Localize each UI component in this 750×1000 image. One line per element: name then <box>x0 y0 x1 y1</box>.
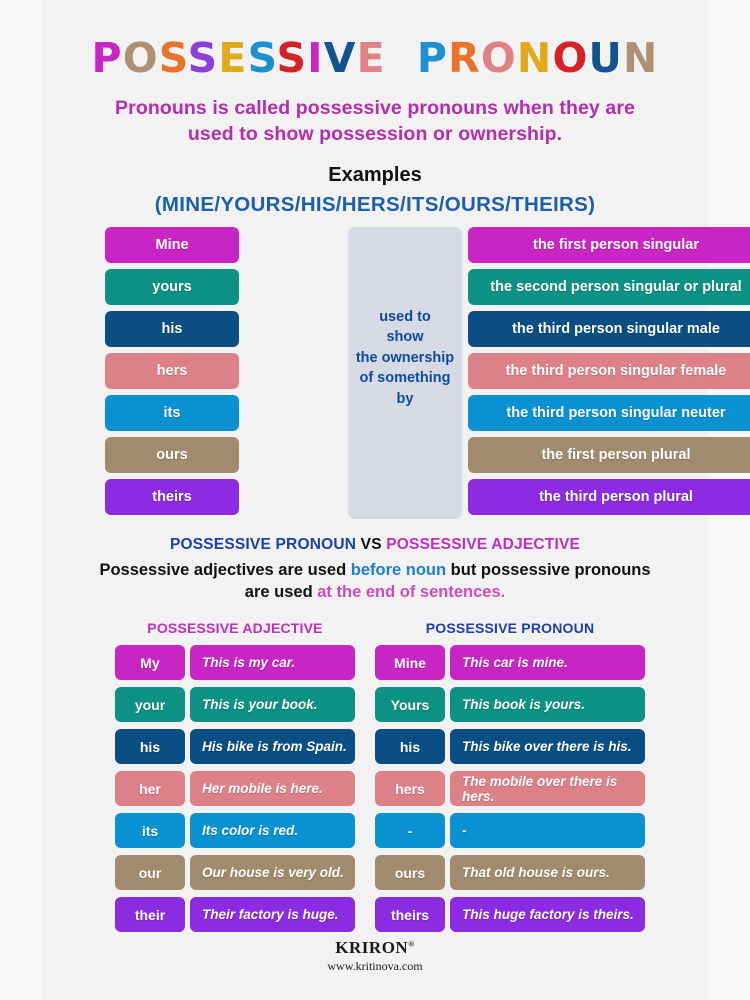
pronoun-column <box>105 227 239 515</box>
comparison-right-heading: POSSESSIVE PRONOUN <box>425 620 595 636</box>
table-row <box>375 645 645 680</box>
example-sentence-cell: This book is yours. <box>450 687 645 722</box>
title-letter-8: V <box>323 34 357 82</box>
pronoun-cell: yours <box>105 269 239 305</box>
title-letter-4: E <box>218 34 248 82</box>
middle-explanation-text <box>356 307 454 440</box>
title-letter-10 <box>386 34 417 82</box>
description-cell: the third person singular neuter <box>468 395 750 431</box>
word-cell: her <box>115 771 185 806</box>
example-sentence-cell: This is my car. <box>190 645 355 680</box>
examples-heading: Examples <box>328 163 422 186</box>
table-row <box>375 687 645 722</box>
example-sentence-cell: Its color is red. <box>190 813 355 848</box>
word-cell: Mine <box>375 645 445 680</box>
example-sentence-cell: His bike is from Spain. <box>190 729 355 764</box>
word-cell: our <box>115 855 185 890</box>
title-letter-12: R <box>448 34 481 82</box>
middle-line-1: show <box>386 329 424 346</box>
word-cell: his <box>375 729 445 764</box>
registered-mark: ® <box>408 939 415 949</box>
example-sentence-cell: That old house is ours. <box>450 855 645 890</box>
possessive-adjective-table <box>115 645 355 932</box>
vs-heading-vs: VS <box>360 536 382 553</box>
vs-desc-highlight-end-of-sentences: at the end of sentences. <box>317 582 506 601</box>
middle-line-3: of something <box>359 370 451 387</box>
middle-explanation-panel <box>348 227 462 519</box>
title-letter-6: S <box>276 34 308 82</box>
middle-line-2: the ownership <box>355 349 455 366</box>
description-cell: the third person singular male <box>468 311 750 347</box>
word-cell: theirs <box>375 897 445 932</box>
example-sentence-cell: This huge factory is theirs. <box>450 897 645 932</box>
word-cell: your <box>115 687 185 722</box>
example-sentence-cell: Our house is very old. <box>190 855 355 890</box>
pronoun-cell: hers <box>105 353 239 389</box>
word-cell: My <box>115 645 185 680</box>
title-letter-3: S <box>187 34 219 82</box>
pronoun-cell: its <box>105 395 239 431</box>
brand-url: www.kritinova.com <box>327 959 423 973</box>
example-sentence-cell: Their factory is huge. <box>190 897 355 932</box>
possessive-pronoun-table <box>375 645 645 932</box>
title-letter-14: N <box>516 34 553 82</box>
description-cell: the third person plural <box>468 479 750 515</box>
example-sentence-cell: This bike over there is his. <box>450 729 645 764</box>
title-letter-7: I <box>307 34 324 82</box>
table-row <box>115 813 355 848</box>
page-title <box>0 34 750 82</box>
brand-text: KRIRON <box>335 938 409 957</box>
title-letter-13: O <box>480 34 517 82</box>
table-row <box>375 729 645 764</box>
vs-desc-highlight-before-noun: before noun <box>350 561 447 579</box>
comparison-left-heading: POSSESSIVE ADJECTIVE <box>147 620 323 636</box>
title-letter-17: N <box>623 34 659 82</box>
brand-name <box>0 938 750 958</box>
example-sentence-cell: - <box>450 813 645 848</box>
title-letter-11: P <box>416 34 449 82</box>
examples-list: (MINE/YOURS/HIS/HERS/ITS/OURS/THEIRS) <box>154 192 596 216</box>
table-row <box>375 897 645 932</box>
vs-desc-part1: Possessive adjectives are used <box>99 561 351 579</box>
word-cell: Yours <box>375 687 445 722</box>
description-cell: the third person singular female <box>468 353 750 389</box>
table-row <box>115 687 355 722</box>
description-cell: the first person plural <box>468 437 750 473</box>
word-cell: - <box>375 813 445 848</box>
title-letter-9: E <box>356 34 386 82</box>
pronoun-cell: his <box>105 311 239 347</box>
main-pronoun-table <box>105 227 742 519</box>
word-cell: its <box>115 813 185 848</box>
word-cell: their <box>115 897 185 932</box>
title-letter-16: U <box>588 34 623 82</box>
description-cell: the second person singular or plural <box>468 269 750 305</box>
table-row <box>115 729 355 764</box>
word-cell: hers <box>375 771 445 806</box>
example-sentence-cell: Her mobile is here. <box>190 771 355 806</box>
table-row <box>375 771 645 806</box>
pronoun-cell: Mine <box>105 227 239 263</box>
table-row <box>375 855 645 890</box>
table-row <box>115 897 355 932</box>
title-letter-1: O <box>122 34 159 82</box>
vs-heading-pronoun: POSSESSIVE PRONOUN <box>169 536 357 553</box>
description-column <box>468 227 750 515</box>
example-sentence-cell: The mobile over there is hers. <box>450 771 645 806</box>
vs-desc-part2: but possessive pronouns are used <box>244 561 651 601</box>
pronoun-cell: theirs <box>105 479 239 515</box>
pronoun-cell: ours <box>105 437 239 473</box>
table-row <box>115 855 355 890</box>
description-cell: the first person singular <box>468 227 750 263</box>
middle-line-4: by <box>396 390 414 407</box>
title-letter-2: S <box>158 34 188 82</box>
footer <box>0 938 750 974</box>
table-row <box>375 813 645 848</box>
middle-line-0: used to <box>379 308 431 325</box>
vs-heading-adjective: POSSESSIVE ADJECTIVE <box>386 536 581 553</box>
title-letter-0: P <box>91 34 123 82</box>
intro-paragraph: Pronouns is called possessive pronouns when they are used to show possession or ownership. <box>115 97 635 146</box>
vs-description <box>0 560 750 604</box>
word-cell: ours <box>375 855 445 890</box>
title-letter-15: O <box>552 34 589 82</box>
table-row <box>115 645 355 680</box>
title-letter-5: S <box>247 34 277 82</box>
table-row <box>115 771 355 806</box>
example-sentence-cell: This car is mine. <box>450 645 645 680</box>
vs-heading <box>0 536 750 554</box>
word-cell: his <box>115 729 185 764</box>
example-sentence-cell: This is your book. <box>190 687 355 722</box>
